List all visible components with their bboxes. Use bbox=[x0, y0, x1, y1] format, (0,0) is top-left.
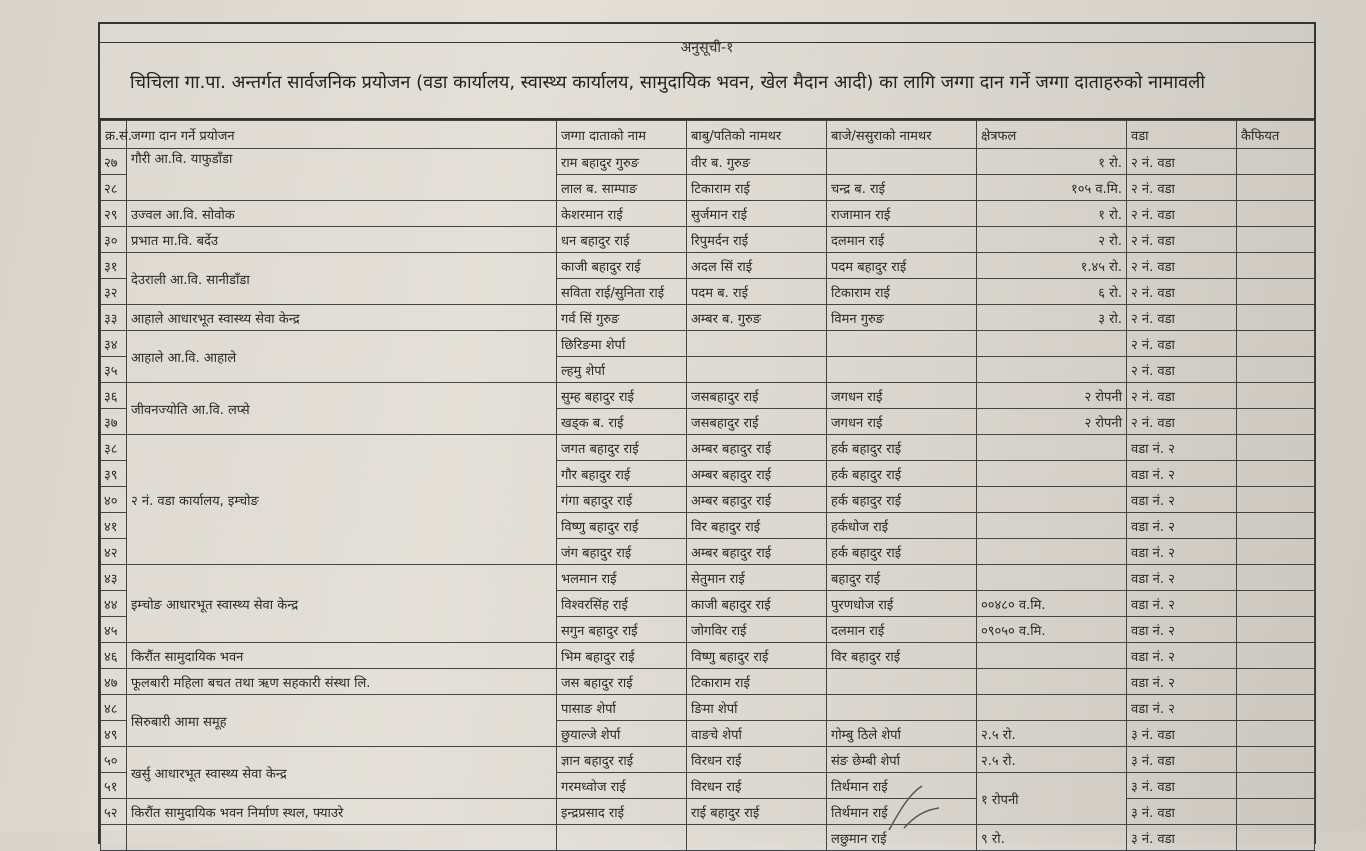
cell-area: ३ रो. bbox=[977, 305, 1127, 331]
cell-ward: वडा नं. २ bbox=[1127, 461, 1237, 487]
cell-donor: खड्क ब. राई bbox=[557, 409, 687, 435]
cell-father: अम्बर बहादुर राई bbox=[687, 461, 827, 487]
cell-purpose: प्रभात मा.वि. बर्देउ bbox=[127, 227, 557, 253]
cell-ward: २ नं. वडा bbox=[1127, 149, 1237, 175]
cell-area bbox=[977, 695, 1127, 721]
cell-sn: २९ bbox=[101, 201, 127, 227]
cell-ward: वडा नं. २ bbox=[1127, 695, 1237, 721]
cell-sn: ४९ bbox=[101, 721, 127, 747]
table-row bbox=[101, 565, 1315, 591]
cell-area: १ रो. bbox=[977, 201, 1127, 227]
cell-purpose: इम्चोङ आधारभूत स्वास्थ्य सेवा केन्द्र bbox=[127, 565, 557, 643]
cell-sn: ५० bbox=[101, 747, 127, 773]
cell-sn: ३५ bbox=[101, 357, 127, 383]
cell-purpose: खर्सु आधारभूत स्वास्थ्य सेवा केन्द्र bbox=[127, 747, 557, 799]
cell-donor: गर्व सिं गुरुङ bbox=[557, 305, 687, 331]
cell-grandfather: जगधन राई bbox=[827, 409, 977, 435]
cell-sn: ४२ bbox=[101, 539, 127, 565]
table-row bbox=[101, 747, 1315, 773]
table-row bbox=[101, 669, 1315, 695]
cell-area: ९ रो. bbox=[977, 825, 1127, 851]
cell-father: विरधन राई bbox=[687, 773, 827, 799]
cell-grandfather: बहादुर राई bbox=[827, 565, 977, 591]
cell-father bbox=[687, 825, 827, 851]
cell-grandfather: पुरणधोज राई bbox=[827, 591, 977, 617]
cell-area: ००४८० व.मि. bbox=[977, 591, 1127, 617]
cell-remarks bbox=[1237, 383, 1315, 409]
cell-father: राई बहादुर राई bbox=[687, 799, 827, 825]
cell-sn: ४३ bbox=[101, 565, 127, 591]
cell-purpose: गौरी आ.वि. याफुडाँडा bbox=[127, 149, 557, 201]
cell-sn: ३४ bbox=[101, 331, 127, 357]
cell-father: टिकाराम राई bbox=[687, 669, 827, 695]
cell-ward: ३ नं. वडा bbox=[1127, 721, 1237, 747]
cell-father: पदम ब. राई bbox=[687, 279, 827, 305]
cell-ward: वडा नं. २ bbox=[1127, 669, 1237, 695]
table-row bbox=[101, 695, 1315, 721]
cell-area bbox=[977, 357, 1127, 383]
cell-grandfather: दलमान राई bbox=[827, 227, 977, 253]
cell-remarks bbox=[1237, 149, 1315, 175]
cell-sn: ४६ bbox=[101, 643, 127, 669]
cell-father bbox=[687, 357, 827, 383]
cell-grandfather: टिकाराम राई bbox=[827, 279, 977, 305]
cell-remarks bbox=[1237, 409, 1315, 435]
cell-grandfather: पदम बहादुर राई bbox=[827, 253, 977, 279]
cell-grandfather: संङ छेम्बी शेर्पा bbox=[827, 747, 977, 773]
col-header-donor: जग्गा दाताको नाम bbox=[557, 121, 687, 149]
cell-area: १०५ व.मि. bbox=[977, 175, 1127, 201]
cell-donor: सगुन बहादुर राई bbox=[557, 617, 687, 643]
cell-grandfather: हर्क बहादुर राई bbox=[827, 487, 977, 513]
cell-ward: २ नं. वडा bbox=[1127, 279, 1237, 305]
cell-ward: २ नं. वडा bbox=[1127, 357, 1237, 383]
cell-remarks bbox=[1237, 773, 1315, 799]
cell-area: १ रोपनी bbox=[977, 773, 1127, 825]
cell-purpose: २ नं. वडा कार्यालय, इम्चोङ bbox=[127, 435, 557, 565]
cell-donor: गरमध्वोज राई bbox=[557, 773, 687, 799]
cell-remarks bbox=[1237, 669, 1315, 695]
cell-grandfather: दलमान राई bbox=[827, 617, 977, 643]
cell-father: अदल सिं राई bbox=[687, 253, 827, 279]
signature-mark bbox=[884, 782, 954, 832]
cell-sn bbox=[101, 825, 127, 851]
cell-grandfather: लछुमान राई bbox=[827, 825, 977, 851]
cell-father: विर बहादुर राई bbox=[687, 513, 827, 539]
cell-area bbox=[977, 331, 1127, 357]
cell-sn: ४८ bbox=[101, 695, 127, 721]
cell-father: वाङचे शेर्पा bbox=[687, 721, 827, 747]
cell-purpose: जीवनज्योति आ.वि. लप्से bbox=[127, 383, 557, 435]
table-row bbox=[101, 201, 1315, 227]
cell-father: सुर्जमान राई bbox=[687, 201, 827, 227]
cell-sn: ३१ bbox=[101, 253, 127, 279]
cell-ward: ३ नं. वडा bbox=[1127, 773, 1237, 799]
cell-sn: ३२ bbox=[101, 279, 127, 305]
cell-remarks bbox=[1237, 331, 1315, 357]
cell-purpose: आहाले आधारभूत स्वास्थ्य सेवा केन्द्र bbox=[127, 305, 557, 331]
cell-father: विरधन राई bbox=[687, 747, 827, 773]
cell-donor: जस बहादुर राई bbox=[557, 669, 687, 695]
cell-ward: वडा नं. २ bbox=[1127, 617, 1237, 643]
cell-purpose: सिरुबारी आमा समूह bbox=[127, 695, 557, 747]
cell-area: १ रो. bbox=[977, 149, 1127, 175]
cell-area bbox=[977, 513, 1127, 539]
cell-ward: ३ नं. वडा bbox=[1127, 747, 1237, 773]
cell-donor: इन्द्रप्रसाद राई bbox=[557, 799, 687, 825]
table-header-row bbox=[101, 121, 1315, 149]
cell-donor: जगत बहादुर राई bbox=[557, 435, 687, 461]
cell-donor: विश्वरसिंह राई bbox=[557, 591, 687, 617]
cell-purpose: किरौंत सामुदायिक भवन निर्माण स्थल, फ्याउरे bbox=[127, 799, 557, 825]
table-row bbox=[101, 253, 1315, 279]
cell-donor: लाल ब. साम्पाङ bbox=[557, 175, 687, 201]
col-header-ward: वडा bbox=[1127, 121, 1237, 149]
cell-area: २.५ रो. bbox=[977, 747, 1127, 773]
cell-grandfather bbox=[827, 695, 977, 721]
cell-ward: २ नं. वडा bbox=[1127, 305, 1237, 331]
document-sheet bbox=[98, 22, 1316, 847]
cell-ward: २ नं. वडा bbox=[1127, 383, 1237, 409]
cell-ward: २ नं. वडा bbox=[1127, 253, 1237, 279]
cell-grandfather: राजामान राई bbox=[827, 201, 977, 227]
cell-remarks bbox=[1237, 747, 1315, 773]
cell-donor: काजी बहादुर राई bbox=[557, 253, 687, 279]
cell-sn: ४५ bbox=[101, 617, 127, 643]
cell-remarks bbox=[1237, 643, 1315, 669]
table-row bbox=[101, 383, 1315, 409]
cell-father: जसबहादुर राई bbox=[687, 383, 827, 409]
cell-grandfather: हर्क बहादुर राई bbox=[827, 435, 977, 461]
cell-sn: ३६ bbox=[101, 383, 127, 409]
cell-area bbox=[977, 461, 1127, 487]
cell-area: २ रो. bbox=[977, 227, 1127, 253]
cell-father: वीर ब. गुरुङ bbox=[687, 149, 827, 175]
cell-area bbox=[977, 539, 1127, 565]
cell-donor: सुम्ह बहादुर राई bbox=[557, 383, 687, 409]
cell-ward: वडा नं. २ bbox=[1127, 487, 1237, 513]
cell-donor: भिम बहादुर राई bbox=[557, 643, 687, 669]
cell-donor bbox=[557, 825, 687, 851]
cell-father: अम्बर बहादुर राई bbox=[687, 435, 827, 461]
cell-grandfather: विमन गुरुङ bbox=[827, 305, 977, 331]
cell-ward: २ नं. वडा bbox=[1127, 331, 1237, 357]
cell-grandfather: हर्क बहादुर राई bbox=[827, 461, 977, 487]
cell-father: सेतुमान राई bbox=[687, 565, 827, 591]
cell-donor: भलमान राई bbox=[557, 565, 687, 591]
cell-donor: केशरमान राई bbox=[557, 201, 687, 227]
cell-donor: ल्हमु शेर्पा bbox=[557, 357, 687, 383]
col-header-sn: क्र.सं. bbox=[101, 121, 127, 149]
cell-donor: छुयाल्जे शेर्पा bbox=[557, 721, 687, 747]
cell-area: ०९०५० व.मि. bbox=[977, 617, 1127, 643]
cell-donor: राम बहादुर गुरुङ bbox=[557, 149, 687, 175]
cell-ward: वडा नं. २ bbox=[1127, 591, 1237, 617]
cell-ward: वडा नं. २ bbox=[1127, 539, 1237, 565]
cell-sn: ३३ bbox=[101, 305, 127, 331]
cell-donor: विष्णु बहादुर राई bbox=[557, 513, 687, 539]
cell-sn: २७ bbox=[101, 149, 127, 175]
cell-donor: जंग बहादुर राई bbox=[557, 539, 687, 565]
cell-father: जोगविर राई bbox=[687, 617, 827, 643]
cell-sn: ३८ bbox=[101, 435, 127, 461]
cell-remarks bbox=[1237, 305, 1315, 331]
cell-remarks bbox=[1237, 513, 1315, 539]
cell-grandfather: तिर्थमान राई bbox=[827, 773, 977, 799]
cell-sn: ३९ bbox=[101, 461, 127, 487]
cell-sn: ४४ bbox=[101, 591, 127, 617]
col-header-remarks: कैफियत bbox=[1237, 121, 1315, 149]
cell-ward: ३ नं. वडा bbox=[1127, 825, 1237, 851]
cell-father: काजी बहादुर राई bbox=[687, 591, 827, 617]
cell-grandfather: जगधन राई bbox=[827, 383, 977, 409]
cell-grandfather: तिर्थमान राई bbox=[827, 799, 977, 825]
cell-sn: ४० bbox=[101, 487, 127, 513]
cell-remarks bbox=[1237, 357, 1315, 383]
cell-remarks bbox=[1237, 253, 1315, 279]
cell-father: जसबहादुर राई bbox=[687, 409, 827, 435]
cell-remarks bbox=[1237, 227, 1315, 253]
cell-donor: पासाङ शेर्पा bbox=[557, 695, 687, 721]
cell-grandfather bbox=[827, 331, 977, 357]
table-row bbox=[101, 149, 1315, 175]
donor-table bbox=[100, 120, 1315, 851]
cell-remarks bbox=[1237, 591, 1315, 617]
cell-remarks bbox=[1237, 279, 1315, 305]
cell-remarks bbox=[1237, 487, 1315, 513]
cell-remarks bbox=[1237, 565, 1315, 591]
col-header-father: बाबु/पतिको नामथर bbox=[687, 121, 827, 149]
cell-grandfather bbox=[827, 357, 977, 383]
cell-remarks bbox=[1237, 539, 1315, 565]
col-header-purpose: जग्गा दान गर्ने प्रयोजन bbox=[127, 121, 557, 149]
cell-sn: ४७ bbox=[101, 669, 127, 695]
cell-donor: छिरिङमा शेर्पा bbox=[557, 331, 687, 357]
cell-purpose: आहाले आ.वि. आहाले bbox=[127, 331, 557, 383]
cell-father: टिकाराम राई bbox=[687, 175, 827, 201]
cell-remarks bbox=[1237, 201, 1315, 227]
cell-ward: ३ नं. वडा bbox=[1127, 799, 1237, 825]
cell-father: अम्बर बहादुर राई bbox=[687, 539, 827, 565]
col-header-grandfather: बाजे/ससुराको नामथर bbox=[827, 121, 977, 149]
document-title: चिचिला गा.पा. अन्तर्गत सार्वजनिक प्रयोजन (वडा कार्यालय, स्वास्थ्य कार्यालय, सामुदायिक भवन, खेल मैदान आदी) का लागि जग्गा दान गर्ने जग्गा दाताहरुको नामावली bbox=[130, 72, 1206, 93]
cell-sn: २८ bbox=[101, 175, 127, 201]
cell-remarks bbox=[1237, 695, 1315, 721]
cell-ward: २ नं. वडा bbox=[1127, 409, 1237, 435]
cell-remarks bbox=[1237, 799, 1315, 825]
cell-grandfather: चन्द्र ब. राई bbox=[827, 175, 977, 201]
cell-area bbox=[977, 435, 1127, 461]
cell-area bbox=[977, 565, 1127, 591]
col-header-area: क्षेत्रफल bbox=[977, 121, 1127, 149]
cell-remarks bbox=[1237, 435, 1315, 461]
table-row bbox=[101, 227, 1315, 253]
cell-area: २ रोपनी bbox=[977, 409, 1127, 435]
cell-area: १.४५ रो. bbox=[977, 253, 1127, 279]
cell-purpose bbox=[127, 825, 557, 851]
table-row bbox=[101, 643, 1315, 669]
cell-donor: सविता राई/सुनिता राई bbox=[557, 279, 687, 305]
cell-father: रिपुमर्दन राई bbox=[687, 227, 827, 253]
cell-area: २.५ रो. bbox=[977, 721, 1127, 747]
cell-sn: ३० bbox=[101, 227, 127, 253]
cell-grandfather: हर्क बहादुर राई bbox=[827, 539, 977, 565]
cell-sn: ४१ bbox=[101, 513, 127, 539]
cell-ward: वडा नं. २ bbox=[1127, 435, 1237, 461]
cell-donor: ज्ञान बहादुर राई bbox=[557, 747, 687, 773]
cell-ward: २ नं. वडा bbox=[1127, 201, 1237, 227]
cell-remarks bbox=[1237, 461, 1315, 487]
cell-area bbox=[977, 487, 1127, 513]
cell-purpose: किरौंत सामुदायिक भवन bbox=[127, 643, 557, 669]
cell-ward: २ नं. वडा bbox=[1127, 175, 1237, 201]
cell-purpose: फूलबारी महिला बचत तथा ऋण सहकारी संस्था लि. bbox=[127, 669, 557, 695]
cell-remarks bbox=[1237, 175, 1315, 201]
table-row bbox=[101, 825, 1315, 851]
cell-remarks bbox=[1237, 721, 1315, 747]
table-row bbox=[101, 305, 1315, 331]
cell-ward: वडा नं. २ bbox=[1127, 643, 1237, 669]
cell-father: ङिमा शेर्पा bbox=[687, 695, 827, 721]
cell-sn: ५१ bbox=[101, 773, 127, 799]
cell-grandfather: गोम्बु ठिले शेर्पा bbox=[827, 721, 977, 747]
cell-father: अम्बर ब. गुरुङ bbox=[687, 305, 827, 331]
schedule-heading: अनुसूची-१ bbox=[680, 40, 734, 56]
cell-donor: गौर बहादुर राई bbox=[557, 461, 687, 487]
cell-purpose: उज्वल आ.वि. सोवोक bbox=[127, 201, 557, 227]
table-row bbox=[101, 435, 1315, 461]
cell-ward: २ नं. वडा bbox=[1127, 227, 1237, 253]
table-row bbox=[101, 331, 1315, 357]
cell-sn: ३७ bbox=[101, 409, 127, 435]
cell-sn: ५२ bbox=[101, 799, 127, 825]
document-header bbox=[100, 24, 1314, 120]
table-row bbox=[101, 799, 1315, 825]
cell-donor: गंगा बहादुर राई bbox=[557, 487, 687, 513]
cell-area bbox=[977, 669, 1127, 695]
cell-area bbox=[977, 643, 1127, 669]
cell-purpose: देउराली आ.वि. सानीडाँडा bbox=[127, 253, 557, 305]
cell-father: अम्बर बहादुर राई bbox=[687, 487, 827, 513]
cell-grandfather bbox=[827, 149, 977, 175]
cell-grandfather bbox=[827, 669, 977, 695]
cell-donor: धन बहादुर राई bbox=[557, 227, 687, 253]
cell-grandfather: विर बहादुर राई bbox=[827, 643, 977, 669]
cell-father: विष्णु बहादुर राई bbox=[687, 643, 827, 669]
cell-grandfather: हर्कधोज राई bbox=[827, 513, 977, 539]
cell-father bbox=[687, 331, 827, 357]
cell-area: २ रोपनी bbox=[977, 383, 1127, 409]
cell-ward: वडा नं. २ bbox=[1127, 513, 1237, 539]
cell-area: ६ रो. bbox=[977, 279, 1127, 305]
cell-remarks bbox=[1237, 617, 1315, 643]
cell-remarks bbox=[1237, 825, 1315, 851]
cell-ward: वडा नं. २ bbox=[1127, 565, 1237, 591]
